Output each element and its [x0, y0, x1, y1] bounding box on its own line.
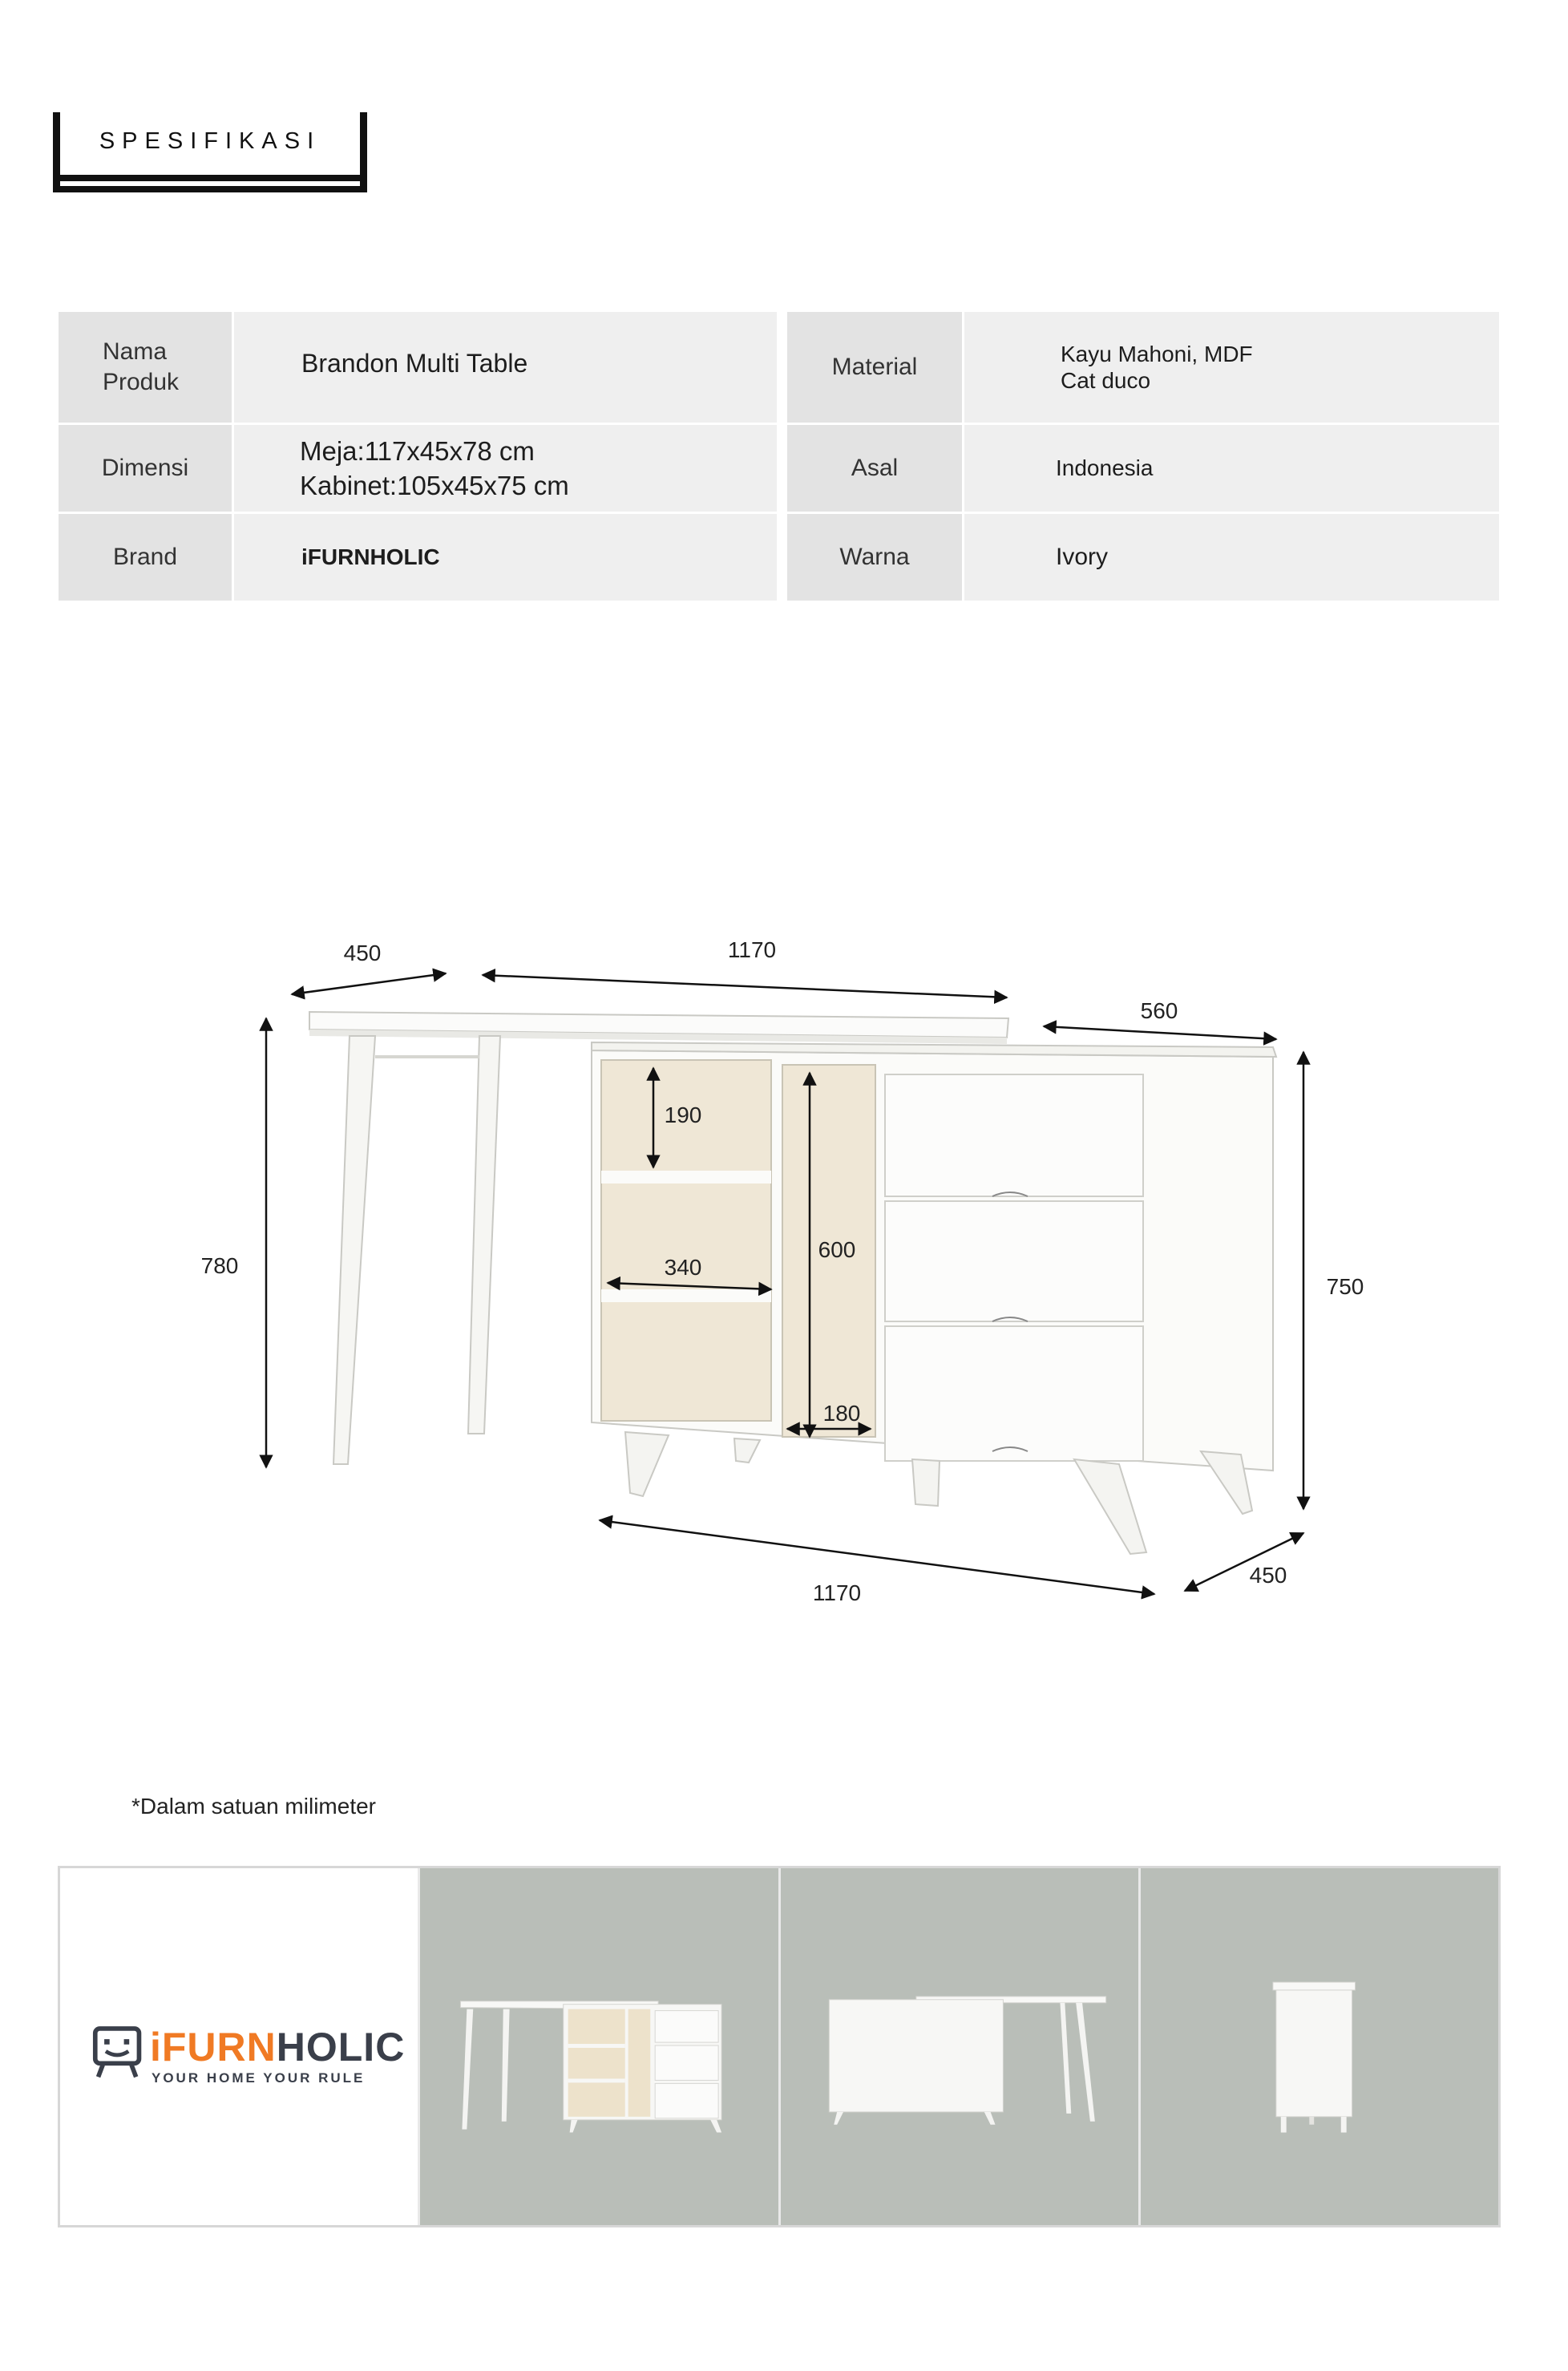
- section-header: [53, 112, 367, 192]
- dim-cabinet-height: 750: [1326, 1274, 1364, 1299]
- dimension-label: Dimensi: [59, 425, 232, 512]
- section-title: SPESIFIKASI: [99, 128, 321, 154]
- product-photo-back: [778, 1868, 1138, 2225]
- product-name-label: Nama Produk: [59, 312, 232, 423]
- product-front-image: [420, 1868, 778, 2225]
- dimension-value: Meja:117x45x78 cm Kabinet:105x45x75 cm: [234, 425, 777, 512]
- brand-logo-panel: [60, 1868, 418, 2225]
- product-photo-front: [418, 1868, 778, 2225]
- logo-wordmark: [150, 2024, 405, 2070]
- dim-slot-width: 180: [822, 1401, 861, 1426]
- material-value: Kayu Mahoni, MDF Cat duco: [964, 312, 1499, 423]
- material-label: Material: [787, 312, 962, 423]
- product-photo-side: [1138, 1868, 1498, 2225]
- origin-value: Indonesia: [964, 425, 1499, 512]
- tv-logo-icon: [92, 2024, 145, 2085]
- product-back-image: [781, 1868, 1138, 2225]
- product-side-image: [1141, 1868, 1498, 2225]
- color-value: Ivory: [964, 514, 1499, 601]
- brand-logo: [92, 2021, 406, 2093]
- dim-slot-height: 600: [818, 1237, 856, 1262]
- dim-shelf-height: 190: [664, 1103, 702, 1127]
- product-gallery: [58, 1866, 1501, 2227]
- origin-label: Asal: [787, 425, 962, 512]
- dim-cabinet-width: 1170: [812, 1580, 862, 1605]
- dim-table-width: 1170: [727, 937, 777, 962]
- header-underline: [53, 175, 367, 181]
- dim-cabinet-top-depth: 560: [1140, 998, 1178, 1023]
- product-name-value: Brandon Multi Table: [234, 312, 777, 423]
- color-label: Warna: [787, 514, 962, 601]
- logo-word-accent: iFURN: [150, 2025, 277, 2070]
- logo-word-main: HOLIC: [276, 2025, 406, 2070]
- dim-table-height: 780: [200, 1253, 239, 1278]
- dim-cabinet-depth: 450: [1249, 1563, 1287, 1588]
- logo-tagline: YOUR HOME YOUR RULE: [152, 2070, 366, 2086]
- dim-table-depth: 450: [343, 941, 382, 965]
- dimension-drawing: [144, 898, 1427, 1620]
- spec-table: [59, 312, 1499, 601]
- brand-label: Brand: [59, 514, 232, 601]
- header-underline-double: [53, 186, 367, 192]
- unit-note: *Dalam satuan milimeter: [131, 1794, 376, 1819]
- brand-value: iFURNHOLIC: [234, 514, 777, 601]
- dim-shelf-width: 340: [664, 1255, 702, 1280]
